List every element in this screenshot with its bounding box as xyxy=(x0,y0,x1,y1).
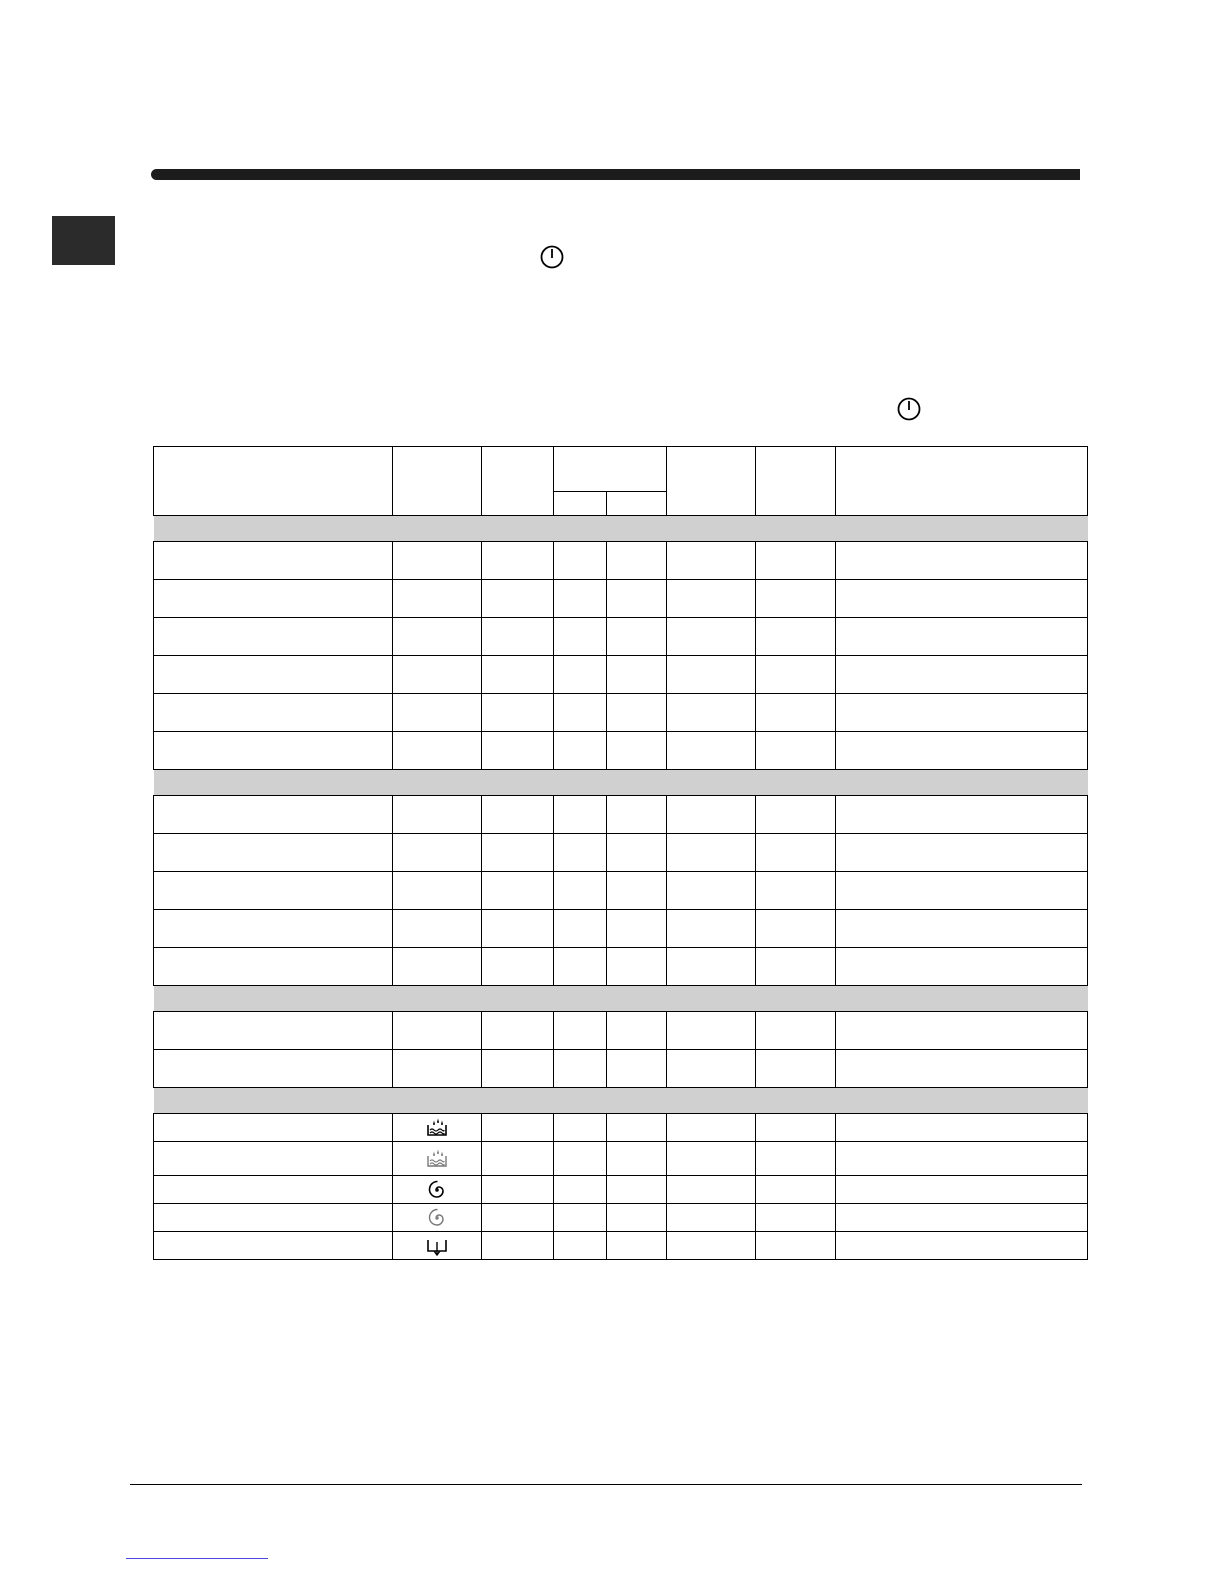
section-row xyxy=(154,1088,1088,1114)
subheader-wash xyxy=(554,492,607,516)
table-row xyxy=(154,694,1088,732)
header-description xyxy=(836,447,1088,516)
header-duration xyxy=(756,447,836,516)
table-row xyxy=(154,618,1088,656)
table-row xyxy=(154,1050,1088,1088)
header-load xyxy=(667,447,756,516)
table-row xyxy=(154,1232,1088,1260)
programmes-table xyxy=(153,446,1087,1260)
table-row xyxy=(154,1176,1088,1204)
power-icon xyxy=(539,244,565,270)
table-row xyxy=(154,1142,1088,1176)
table-row xyxy=(154,872,1088,910)
section-row xyxy=(154,516,1088,542)
header-programme xyxy=(154,447,393,516)
rinse-light-icon xyxy=(393,1142,482,1176)
subheader-softener xyxy=(607,492,667,516)
table-row xyxy=(154,796,1088,834)
table-row xyxy=(154,910,1088,948)
table-row xyxy=(154,542,1088,580)
spin-icon xyxy=(393,1176,482,1204)
section-row xyxy=(154,770,1088,796)
rinse-icon xyxy=(393,1114,482,1142)
header-symbol xyxy=(393,447,482,516)
spin-light-icon xyxy=(393,1204,482,1232)
power-icon xyxy=(896,396,922,422)
table-row xyxy=(154,948,1088,986)
header-detergent xyxy=(554,447,667,492)
table-row xyxy=(154,732,1088,770)
section-row xyxy=(154,986,1088,1012)
table-row xyxy=(154,1012,1088,1050)
table-row xyxy=(154,656,1088,694)
table-header-row xyxy=(154,447,1088,492)
table-row xyxy=(154,1204,1088,1232)
table-row xyxy=(154,1114,1088,1142)
header-temperature xyxy=(482,447,554,516)
footer-rule xyxy=(130,1484,1082,1485)
drain-icon xyxy=(393,1232,482,1260)
table-row xyxy=(154,580,1088,618)
footer-link[interactable] xyxy=(126,1557,268,1559)
section-title-rule xyxy=(151,169,1080,180)
table-row xyxy=(154,834,1088,872)
language-side-tab xyxy=(52,216,115,265)
